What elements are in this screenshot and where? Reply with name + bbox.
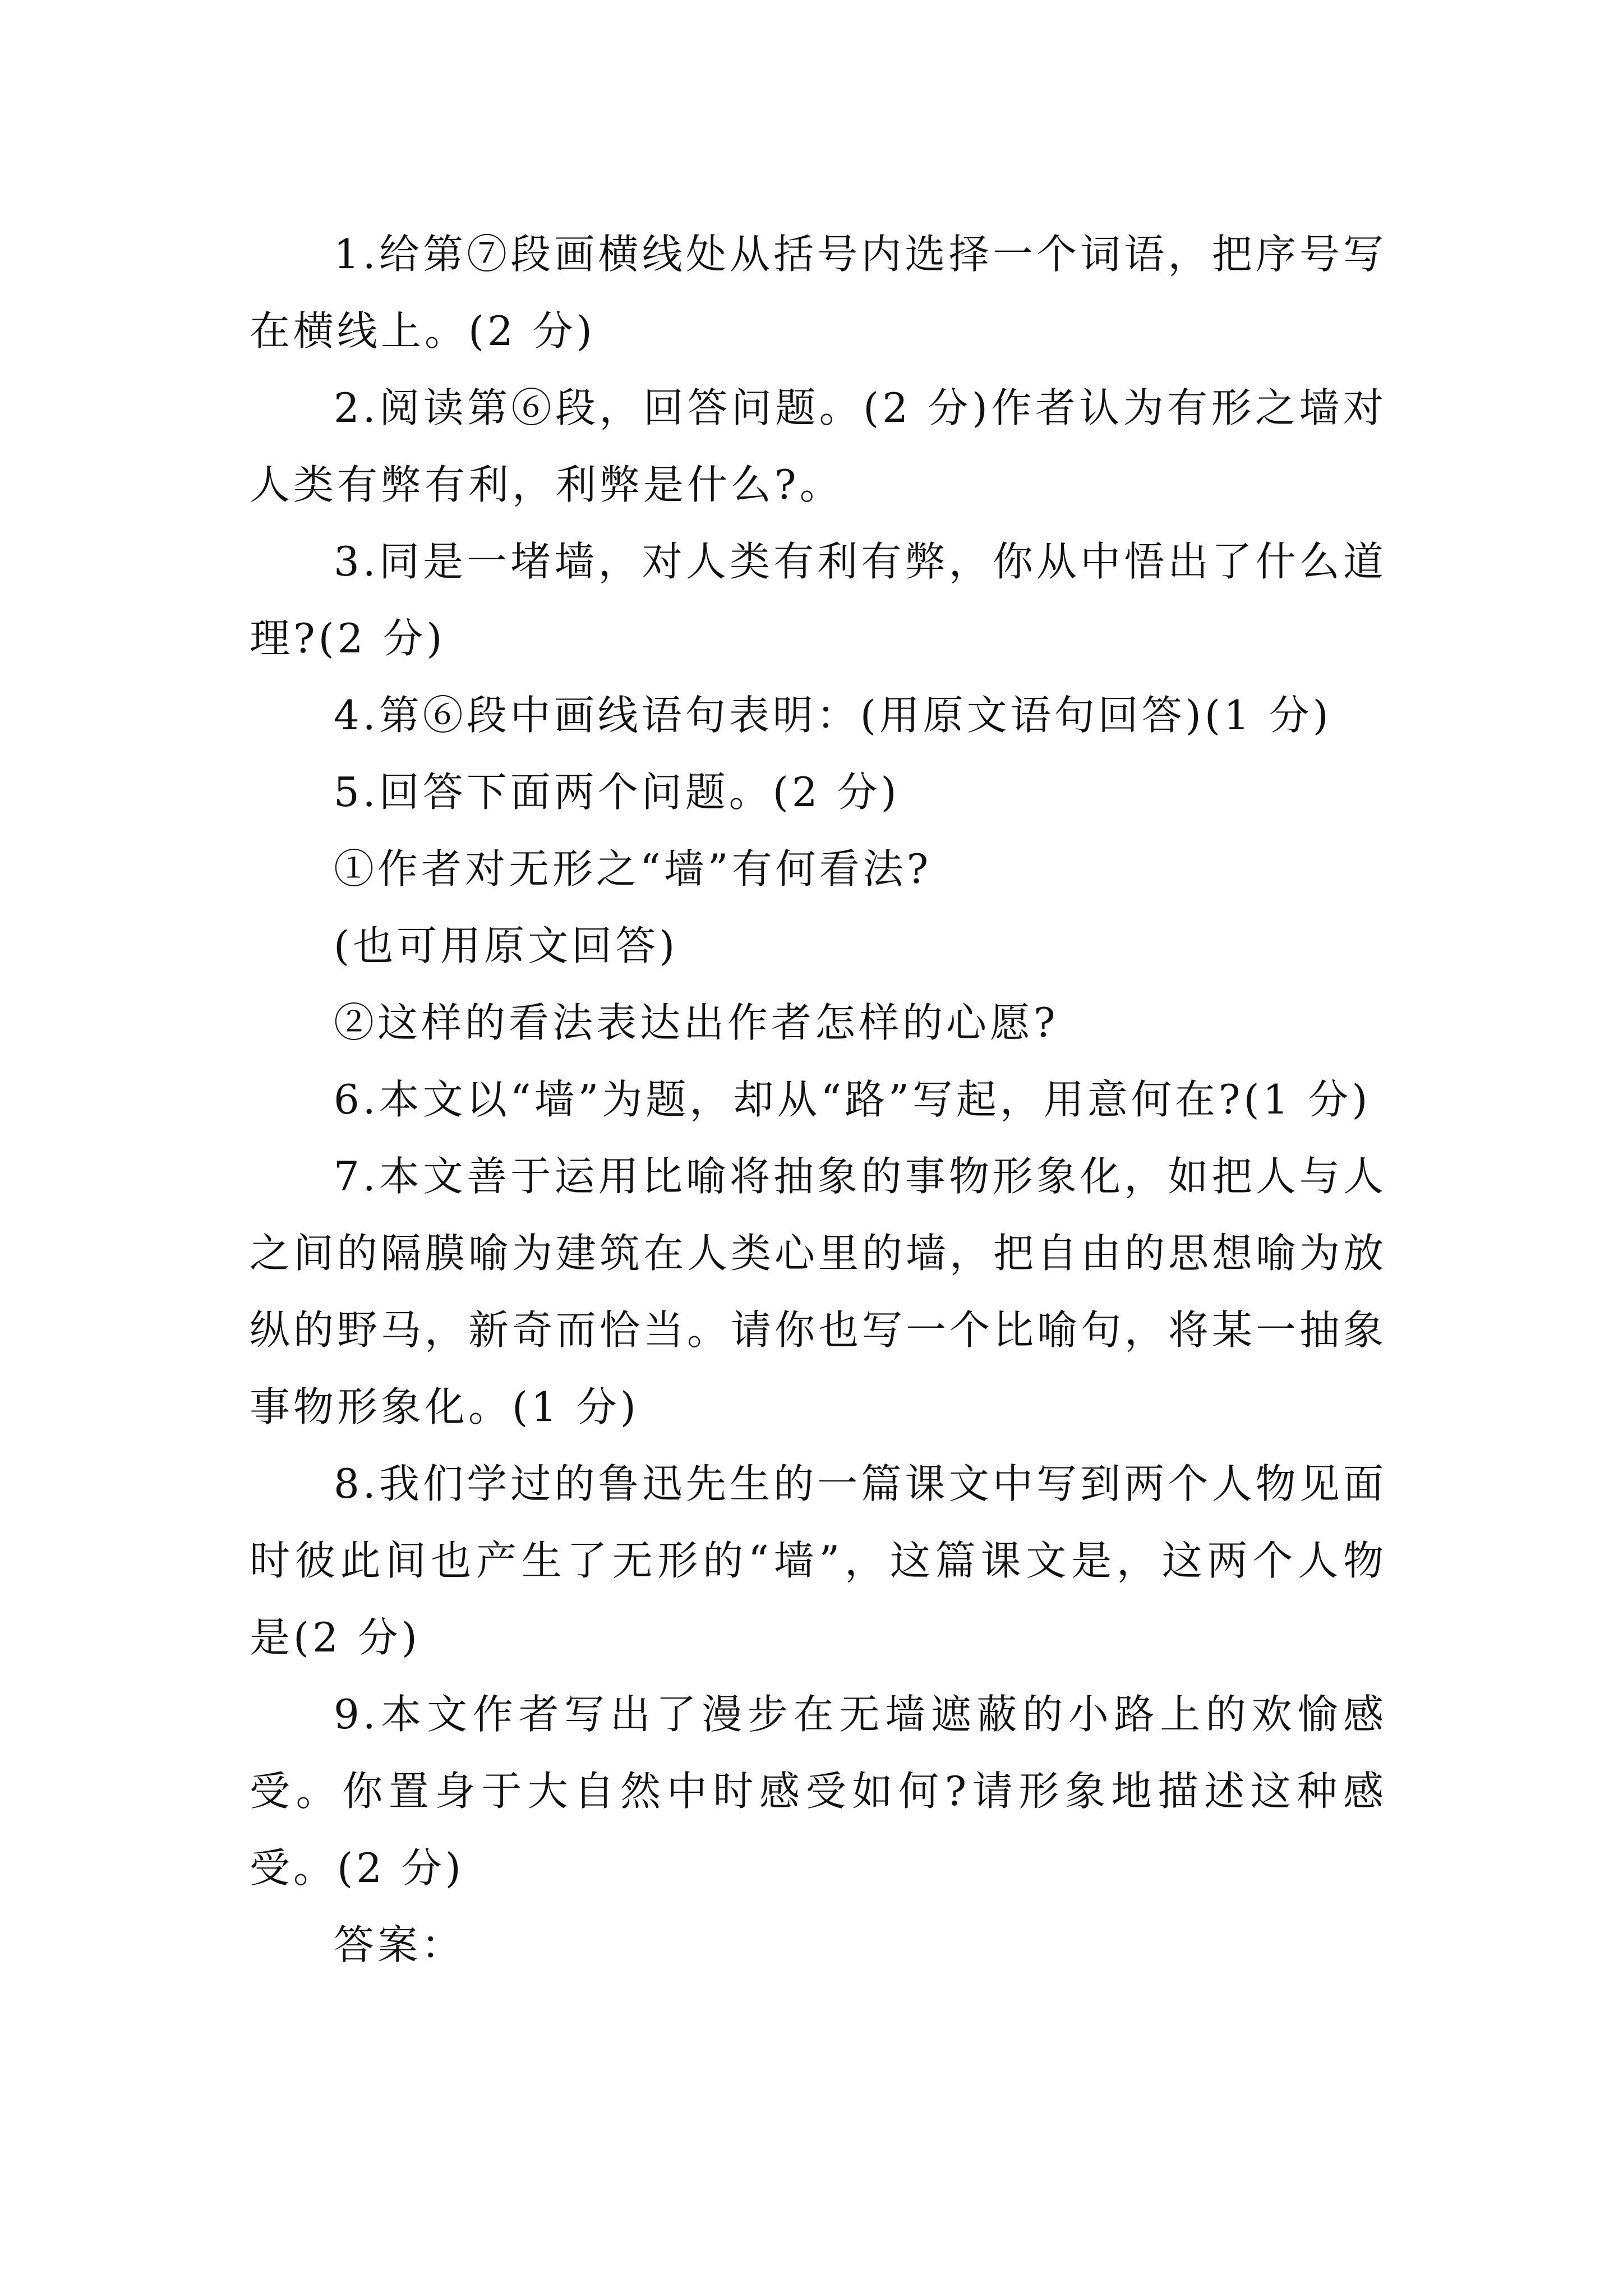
question-9: 9.本文作者写出了漫步在无墙遮蔽的小路上的欢愉感受。你置身于大自然中时感受如何?请形象地描述这种感受。(2 分) xyxy=(250,1691,1387,1892)
question-7: 7.本文善于运用比喻将抽象的事物形象化，如把人与人之间的隔膜喻为建筑在人类心里的墙，把自由的思想喻为放纵的野马，新奇而恰当。请你也写一个比喻句，将某一抽象事物形象化。(1 分) xyxy=(250,1153,1387,1430)
question-5-note: (也可用原文回答) xyxy=(334,922,679,969)
question-6: 6.本文以“墙”为题，却从“路”写起，用意何在?(1 分) xyxy=(334,1076,1371,1123)
question-2: 2.阅读第⑥段，回答问题。(2 分)作者认为有形之墙对人类有弊有利，利弊是什么?。 xyxy=(250,384,1387,508)
answer-heading: 答案： xyxy=(334,1921,465,1968)
question-3: 3.同是一堵墙，对人类有利有弊，你从中悟出了什么道理?(2 分) xyxy=(250,538,1387,662)
question-1: 1.给第⑦段画横线处从括号内选择一个词语，把序号写在横线上。(2 分) xyxy=(250,231,1387,355)
document-body xyxy=(250,216,1387,1984)
question-5: 5.回答下面两个问题。(2 分) xyxy=(334,769,900,816)
question-5-part-2: ②这样的看法表达出作者怎样的心愿? xyxy=(334,999,1059,1046)
question-8: 8.我们学过的鲁迅先生的一篇课文中写到两个人物见面时彼此间也产生了无形的“墙”，这篇课文是，这两个人物是(2 分) xyxy=(250,1460,1387,1661)
question-5-part-1: ①作者对无形之“墙”有何看法? xyxy=(334,845,932,892)
question-4: 4.第⑥段中画线语句表明：(用原文语句回答)(1 分) xyxy=(334,692,1332,739)
